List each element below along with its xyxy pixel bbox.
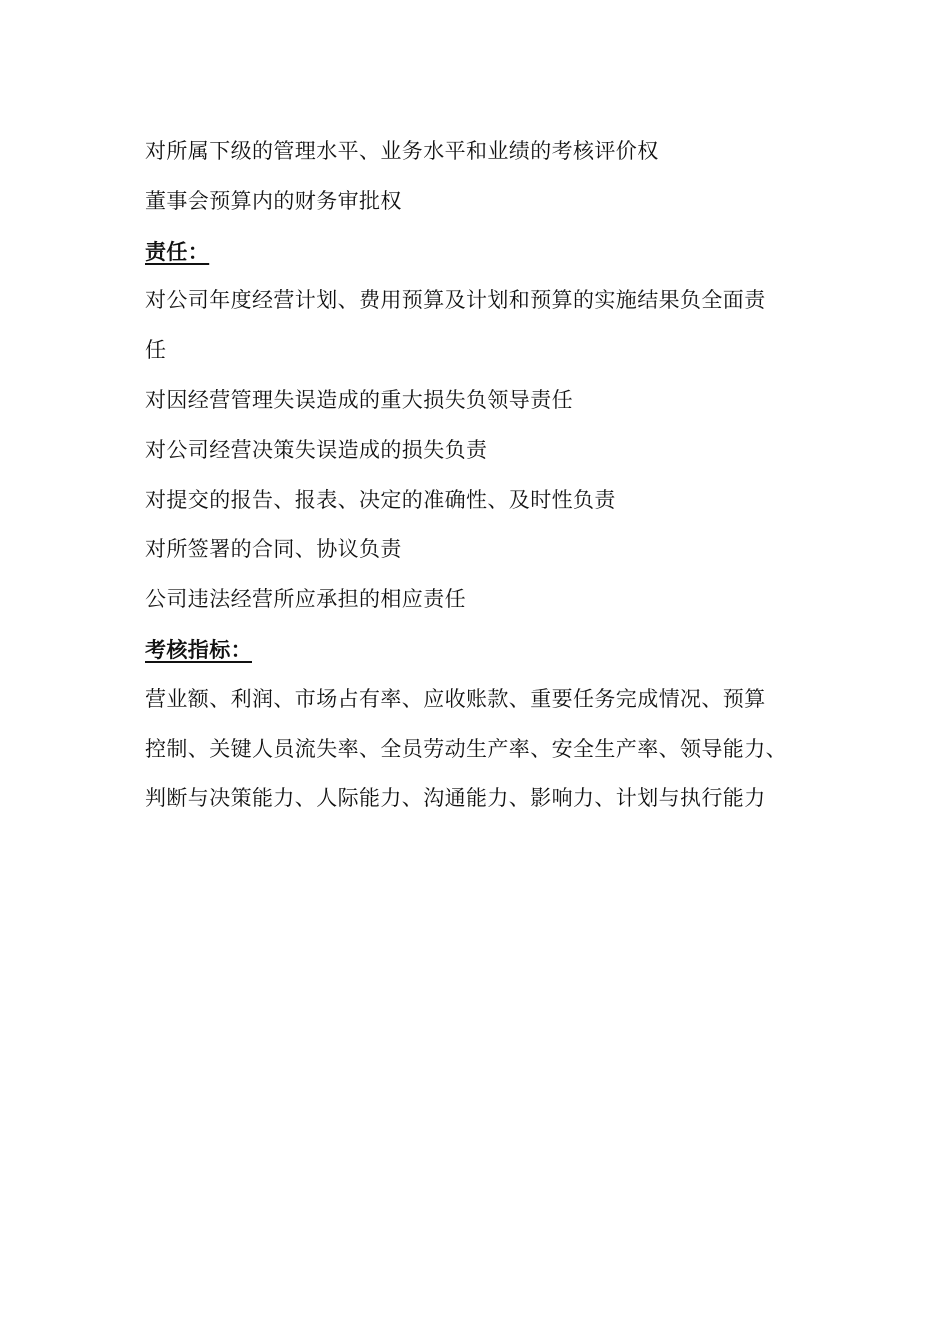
responsibility-line: 公司违法经营所应承担的相应责任 [145,587,466,612]
kpi-line: 营业额、利润、市场占有率、应收账款、重要任务完成情况、预算 [145,686,766,711]
document-page [145,127,825,824]
kpi-heading: 考核指标： [145,636,252,662]
responsibility-heading: 责任： [145,238,210,264]
responsibility-line: 对公司年度经营计划、费用预算及计划和预算的实施结果负全面责 [145,288,766,313]
responsibility-line: 对所签署的合同、协议负责 [145,537,402,562]
responsibility-line: 对提交的报告、报表、决定的准确性、及时性负责 [145,487,616,512]
responsibility-heading-row [145,227,825,277]
authority-line-evaluation: 对所属下级的管理水平、业务水平和业绩的考核评价权 [145,139,659,163]
kpi-line: 控制、关键人员流失率、全员劳动生产率、安全生产率、领导能力、 [145,736,787,761]
responsibility-line: 任 [145,338,167,363]
kpi-heading-row [145,625,825,675]
responsibility-line: 对因经营管理失误造成的重大损失负领导责任 [145,387,573,412]
responsibility-line: 对公司经营决策失误造成的损失负责 [145,437,488,462]
authority-line-finance: 董事会预算内的财务审批权 [145,188,402,213]
kpi-line: 判断与决策能力、人际能力、沟通能力、影响力、计划与执行能力 [145,786,766,811]
